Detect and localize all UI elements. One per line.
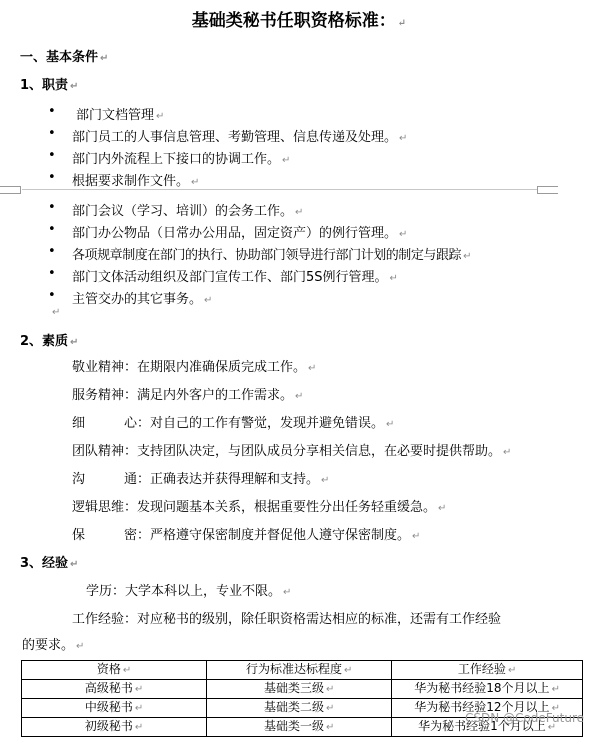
- quality-item: 团队精神：支持团队决定，与团队成员分享相关信息，在必要时提供帮助。 ↵: [72, 444, 512, 459]
- table-cell: 初级秘书 ↵: [22, 718, 207, 737]
- table-cell: 华为秘书经验12个月以上 ↵: [392, 699, 583, 718]
- work-experience-line: 工作经验：对应秘书的级别，除任职资格需达相应的标准，还需有工作经验: [72, 612, 502, 627]
- education-line: 学历：大学本科以上，专业不限。 ↵: [86, 584, 292, 599]
- table-cell: 基础类一级 ↵: [207, 718, 392, 737]
- quality-item: 逻辑思维：发现问题基本关系，根据重要性分出任务轻重缓急。 ↵: [72, 500, 447, 515]
- page-break: [0, 186, 598, 194]
- qualification-table: [21, 660, 583, 737]
- bullet-icon: •: [48, 104, 56, 119]
- experience-heading: 3、经验 ↵: [20, 556, 79, 571]
- table-header-cell: 资格 ↵: [22, 661, 207, 680]
- page-break-line: [22, 189, 538, 190]
- duty-heading: 1、职责 ↵: [20, 78, 79, 93]
- table-header-row: [22, 661, 583, 680]
- table-header-cell: 工作经验 ↵: [392, 661, 583, 680]
- bullet-icon: •: [48, 170, 56, 185]
- table-cell: 中级秘书 ↵: [22, 699, 207, 718]
- table-cell: 基础类三级 ↵: [207, 680, 392, 699]
- quality-item: 服务精神：满足内外客户的工作需求。 ↵: [72, 388, 304, 403]
- bullet-icon: •: [48, 266, 56, 281]
- quality-heading: 2、素质 ↵: [20, 334, 79, 349]
- table-header-cell: 行为标准达标程度 ↵: [207, 661, 392, 680]
- quality-item: 沟 通：正确表达并获得理解和支持。 ↵: [72, 472, 330, 487]
- quality-item: 保 密：严格遵守保密制度并督促他人遵守保密制度。 ↵: [72, 528, 421, 543]
- bullet-icon: •: [48, 126, 56, 141]
- paragraph-mark: ↵: [397, 18, 407, 29]
- table-cell: 华为秘书经验1个月以上 ↵: [392, 718, 583, 737]
- table-row: [22, 680, 583, 699]
- empty-paragraph: ↵: [52, 307, 61, 318]
- bullet-icon: •: [48, 222, 56, 237]
- quality-item: 细 心：对自己的工作有警觉，发现并避免错误。 ↵: [72, 416, 395, 431]
- quality-item: 敬业精神：在期限内准确保质完成工作。 ↵: [72, 360, 317, 375]
- table-cell: 华为秘书经验18个月以上 ↵: [392, 680, 583, 699]
- section-heading-basic: 一、基本条件 ↵: [20, 50, 109, 65]
- work-experience-line-cont: 的要求。 ↵: [22, 638, 85, 653]
- table-cell: 高级秘书 ↵: [22, 680, 207, 699]
- table-cell: 基础类二级 ↵: [207, 699, 392, 718]
- watermark: CSDN @CodeFuture: [465, 711, 584, 725]
- page-corner-right: [537, 186, 558, 194]
- document-title: 基础类秘书任职资格标准： ↵: [191, 11, 407, 31]
- bullet-icon: •: [48, 200, 56, 215]
- bullet-icon: •: [48, 244, 56, 259]
- bullet-icon: •: [48, 148, 56, 163]
- bullet-icon: •: [48, 288, 56, 303]
- page-corner-left: [0, 186, 21, 194]
